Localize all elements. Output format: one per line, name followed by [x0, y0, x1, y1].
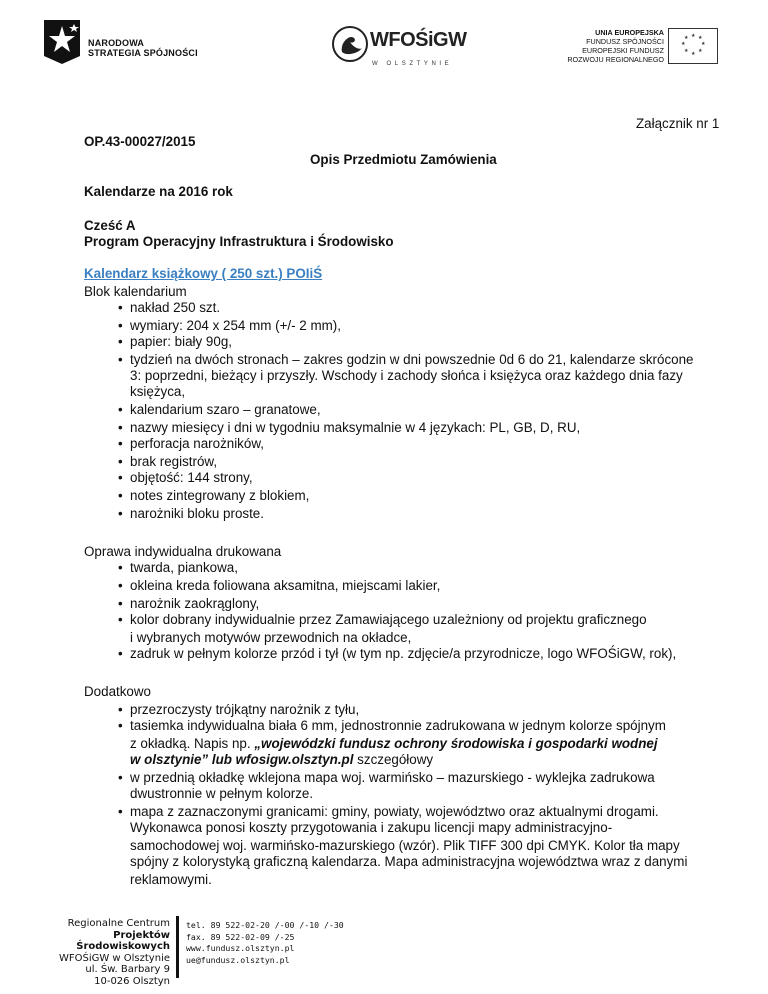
eu-line-3: EUROPEJSKI FUNDUSZ — [582, 46, 664, 55]
annex-number: Załącznik nr 1 — [636, 116, 720, 131]
part-heading: Cześć A — [84, 218, 136, 233]
wfosigw-subtitle: W OLSZTYNIE — [372, 61, 453, 67]
list-item: kolor dobrany indywidualnie przez Zamawiającego uzależniony od projektu graficznego — [130, 612, 647, 627]
swan-emblem-icon — [330, 24, 370, 64]
footer-website-link[interactable]: www.fundusz.olsztyn.pl — [186, 943, 295, 954]
footer-left-line: WFOŚiGW w Olsztynie — [58, 952, 170, 964]
footer-left-line: Projektów Środowiskowych — [76, 929, 170, 953]
footer-contact — [186, 920, 344, 966]
list-item-continuation: spójny z kolorystyką graficzną kalendarza. Mapa administracyjna województwa wraz z danymi — [130, 854, 688, 869]
ribbon-text-suffix: szczegółowy — [357, 752, 434, 767]
list-item: przezroczysty trójkątny narożnik z tyłu, — [130, 702, 360, 717]
list-item: okleina kreda foliowana aksamitna, miejscami lakier, — [130, 578, 441, 593]
reference-number: OP.43-00027/2015 — [84, 134, 196, 149]
eu-line-2: FUNDUSZ SPÓJNOŚCI — [586, 37, 664, 46]
list-item: nakład 250 szt. — [130, 300, 221, 315]
list-item: wymiary: 204 x 254 mm (+/- 2 mm), — [130, 318, 341, 333]
list-item-continuation: dwustronnie w pełnym kolorze. — [130, 786, 314, 801]
list-item: objętość: 144 strony, — [130, 470, 253, 485]
eu-flag-icon — [668, 28, 718, 64]
extra-section-title: Dodatkowo — [84, 684, 151, 699]
list-item-continuation: i wybranych motywów przewodnich na okładce, — [130, 630, 412, 645]
wfosigw-name: WFOŚiGW — [370, 29, 467, 51]
list-item: w przednią okładkę wklejona mapa woj. warmińsko – mazurskiego - wyklejka zadrukowa — [130, 770, 655, 785]
list-item-continuation: reklamowymi. — [130, 872, 212, 887]
nss-line-2: STRATEGIA SPÓJNOŚCI — [88, 48, 198, 58]
list-item-continuation: 3: poprzedni, bieżący i przyszły. Wschody i zachody słońca i księżyca oraz każdego dnia fazy — [130, 368, 683, 383]
eu-logo — [560, 26, 740, 72]
svg-text:★: ★ — [684, 48, 689, 54]
svg-text:★: ★ — [698, 48, 703, 54]
list-item: tydzień na dwóch stronach – zakres godzin w dni powszednie 0d 6 do 21, kalendarze skrócone — [130, 352, 694, 367]
svg-text:★: ★ — [698, 35, 703, 41]
calendar-item-link[interactable]: Kalendarz książkowy ( 250 szt.) POIiŚ — [84, 266, 323, 281]
list-item: papier: biały 90g, — [130, 334, 232, 349]
subject-heading: Kalendarze na 2016 rok — [84, 184, 233, 199]
document-title: Opis Przedmiotu Zamówienia — [310, 152, 497, 167]
list-item: perforacja narożników, — [130, 436, 264, 451]
footer-address — [20, 918, 170, 988]
list-item: zadruk w pełnym kolorze przód i tył (w tym np. zdjęcie/a przyrodnicze, logo WFOŚiGW, rok), — [130, 646, 677, 661]
eu-line-1: UNIA EUROPEJSKA — [595, 28, 664, 37]
list-item-continuation: samochodowej woj. warmińsko-mazurskiego (wzór). Plik TIFF 300 dpi CMYK. Kolor tła mapy — [130, 838, 680, 853]
list-item-continuation: Wykonawca ponosi koszty przygotowania i zakupu licencji mapy administracyjno- — [130, 820, 613, 835]
list-item: tasiemka indywidualna biała 6 mm, jednostronnie zadrukowana w jednym kolorze spójnym — [130, 718, 666, 733]
svg-text:★: ★ — [701, 41, 706, 47]
list-item: mapa z zaznaczonymi granicami: gminy, powiaty, województwo oraz aktualnymi drogami. — [130, 804, 659, 819]
list-item-continuation — [130, 752, 433, 768]
footer-left-line: 10-026 Olsztyn — [94, 975, 170, 987]
list-item: narożniki bloku proste. — [130, 506, 264, 521]
footer-left-line: Regionalne Centrum — [67, 918, 170, 929]
svg-text:★: ★ — [684, 35, 689, 41]
ribbon-inscription: „wojewódzki fundusz ochrony środowiska i gospodarki wodnej — [254, 736, 658, 751]
list-item: twarda, piankowa, — [130, 560, 238, 575]
list-item: kalendarium szaro – granatowe, — [130, 402, 321, 417]
footer-fax: fax. 89 522-02-09 /-25 — [186, 931, 295, 942]
list-item: notes zintegrowany z blokiem, — [130, 488, 310, 503]
list-item: brak registrów, — [130, 454, 218, 469]
footer-email-link[interactable]: ue@fundusz.olsztyn.pl — [186, 954, 290, 965]
program-heading: Program Operacyjny Infrastruktura i Środowisko — [84, 234, 394, 249]
narodowa-strategia-logo — [40, 16, 200, 68]
footer-divider — [176, 916, 179, 978]
binding-section-title: Oprawa indywidualna drukowana — [84, 544, 282, 559]
list-item: nazwy miesięcy i dni w tygodniu maksymalnie w 4 językach: PL, GB, D, RU, — [130, 420, 581, 435]
list-item: narożnik zaokrąglony, — [130, 596, 260, 611]
footer-phone: tel. 89 522-02-20 /-00 /-10 /-30 — [186, 920, 344, 930]
footer-left-line: ul. Św. Barbary 9 — [85, 964, 170, 976]
block-section-title: Blok kalendarium — [84, 284, 187, 299]
nss-line-1: NARODOWA — [88, 38, 145, 48]
wfosigw-logo — [330, 24, 470, 68]
svg-text:★: ★ — [691, 51, 696, 57]
svg-text:★: ★ — [681, 41, 686, 47]
list-item-continuation: księżyca, — [130, 384, 186, 399]
svg-text:★: ★ — [691, 33, 696, 39]
ribbon-text-prefix: z okładką. Napis np. — [130, 736, 251, 751]
nss-star-emblem-icon — [40, 16, 84, 68]
list-item-continuation — [130, 736, 658, 752]
eu-line-4: ROZWOJU REGIONALNEGO — [567, 55, 664, 64]
ribbon-inscription-cont: w olsztynie” lub wfosigw.olsztyn.pl — [130, 752, 354, 767]
